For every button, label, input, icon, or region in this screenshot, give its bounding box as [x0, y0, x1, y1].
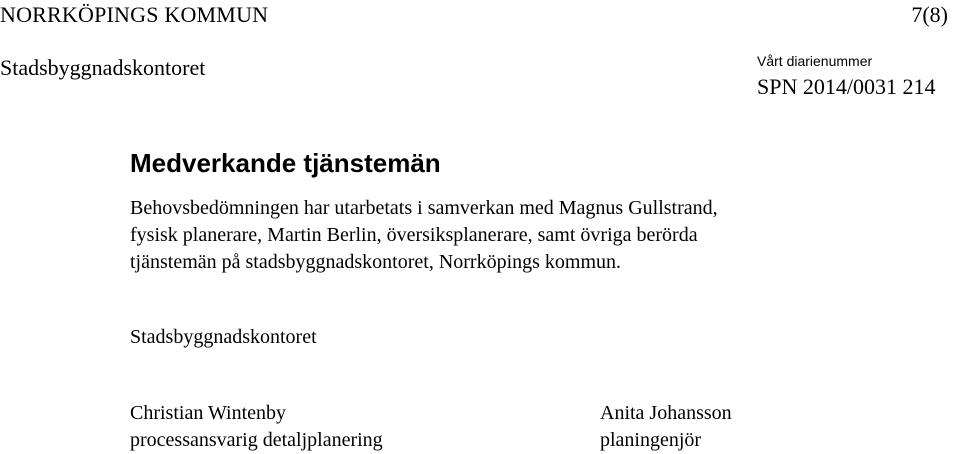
paragraph-line: tjänstemän på stadsbyggnadskontoret, Norrköpings kommun.	[130, 251, 622, 273]
page-number: 7(8)	[911, 2, 948, 27]
signer-title: planingenjör	[600, 429, 702, 451]
reference-number: SPN 2014/0031 214	[757, 74, 936, 99]
signature-department: Stadsbyggnadskontoret	[130, 326, 317, 348]
organization-name: NORRKÖPINGS KOMMUN	[0, 2, 269, 27]
department-name: Stadsbyggnadskontoret	[0, 55, 206, 80]
body-paragraph	[130, 195, 718, 276]
signer-name: Christian Wintenby	[130, 402, 287, 424]
section-heading: Medverkande tjänstemän	[130, 148, 441, 178]
paragraph-line: fysisk planerare, Martin Berlin, översiksplanerare, samt övriga berörda	[130, 224, 698, 246]
signer-block	[600, 400, 732, 454]
reference-label: Vårt diarienummer	[757, 53, 873, 69]
signer-name: Anita Johansson	[600, 402, 732, 424]
paragraph-line: Behovsbedömningen har utarbetats i samverkan med Magnus Gullstrand,	[130, 197, 718, 219]
signer-title: processansvarig detaljplanering	[130, 429, 383, 451]
signer-block	[130, 400, 383, 454]
